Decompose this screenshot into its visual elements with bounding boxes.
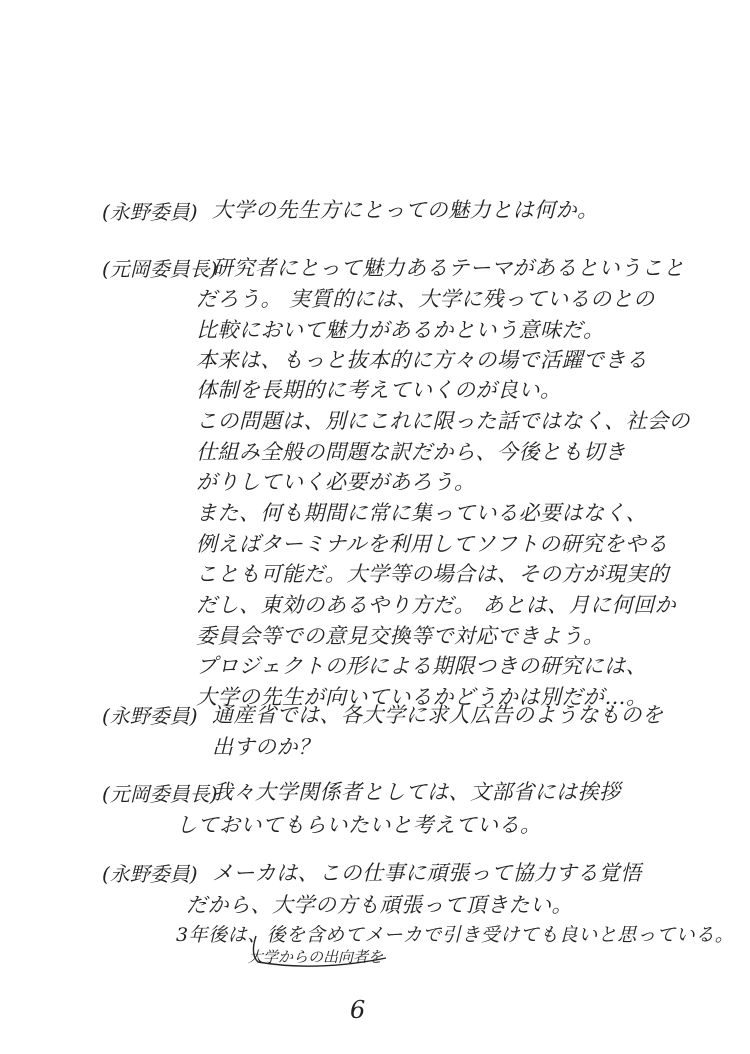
text-line: また、何も期間に常に集っている必要はなく、 [196,501,648,525]
speaker-label: (永野委員) [102,862,198,886]
text-line: 大学の先生方にとっての魅力とは何か。 [212,198,599,222]
speaker-label: (元岡委員長) [102,782,218,806]
text-line: 体制を長期的に考えていくのが良い。 [196,378,562,402]
text-line: 出すのか？ [212,735,320,759]
text-line: この問題は、別にこれに限った話ではなく、社会の [196,409,691,433]
text-line: だから、大学の方も頑張って頂きたい。 [186,893,573,917]
text-line: メーカは、この仕事に頑張って協力する覚悟 [212,861,642,885]
text-line: 大学の先生が向いているかどうかは別だが…。 [196,685,648,709]
text-line: がりしていく必要があろう。 [196,470,476,494]
speaker-label: (永野委員) [102,200,198,224]
text-line: 委員会等での意見交換等で対応できよう。 [196,624,605,648]
text-line: 比較において魅力があるかという意味だ。 [196,318,605,342]
text-line: 例えばターミナルを利用してソフトの研究をやる [196,532,668,556]
text-line: プロジェクトの形による期限つきの研究には、 [196,654,648,678]
text-line: 仕組み全般の問題な訳だから、今後とも切き [196,440,626,464]
text-line: 我々大学関係者としては、文部省には挨拶 [212,780,621,804]
speaker-label: (元岡委員長) [102,257,218,281]
text-line: ことも可能だ。大学等の場合は、その方が現実的 [196,562,669,586]
page-number: 6 [350,996,366,1024]
text-line: 本来は、もっと抜本的に方々の場で活躍できる [196,348,648,372]
text-line: だし、東効のあるやり方だ。 あとは、月に何回か [196,593,677,617]
text-line: 通産省では、各大学に求人広告のようなものを [212,703,664,727]
text-line: 研究者にとって魅力あるテーマがあるということ [212,256,685,280]
insertion-note: 大学からの出向者を [248,948,384,966]
text-line: しておいてもらいたいと考えている。 [176,813,542,837]
speaker-label: (永野委員) [102,704,198,728]
text-line: だろう。 実質的には、大学に残っているのとの [196,287,655,311]
text-line: 3年後は、後を含めてメーカで引き受けても良いと思っている。 [176,924,735,946]
